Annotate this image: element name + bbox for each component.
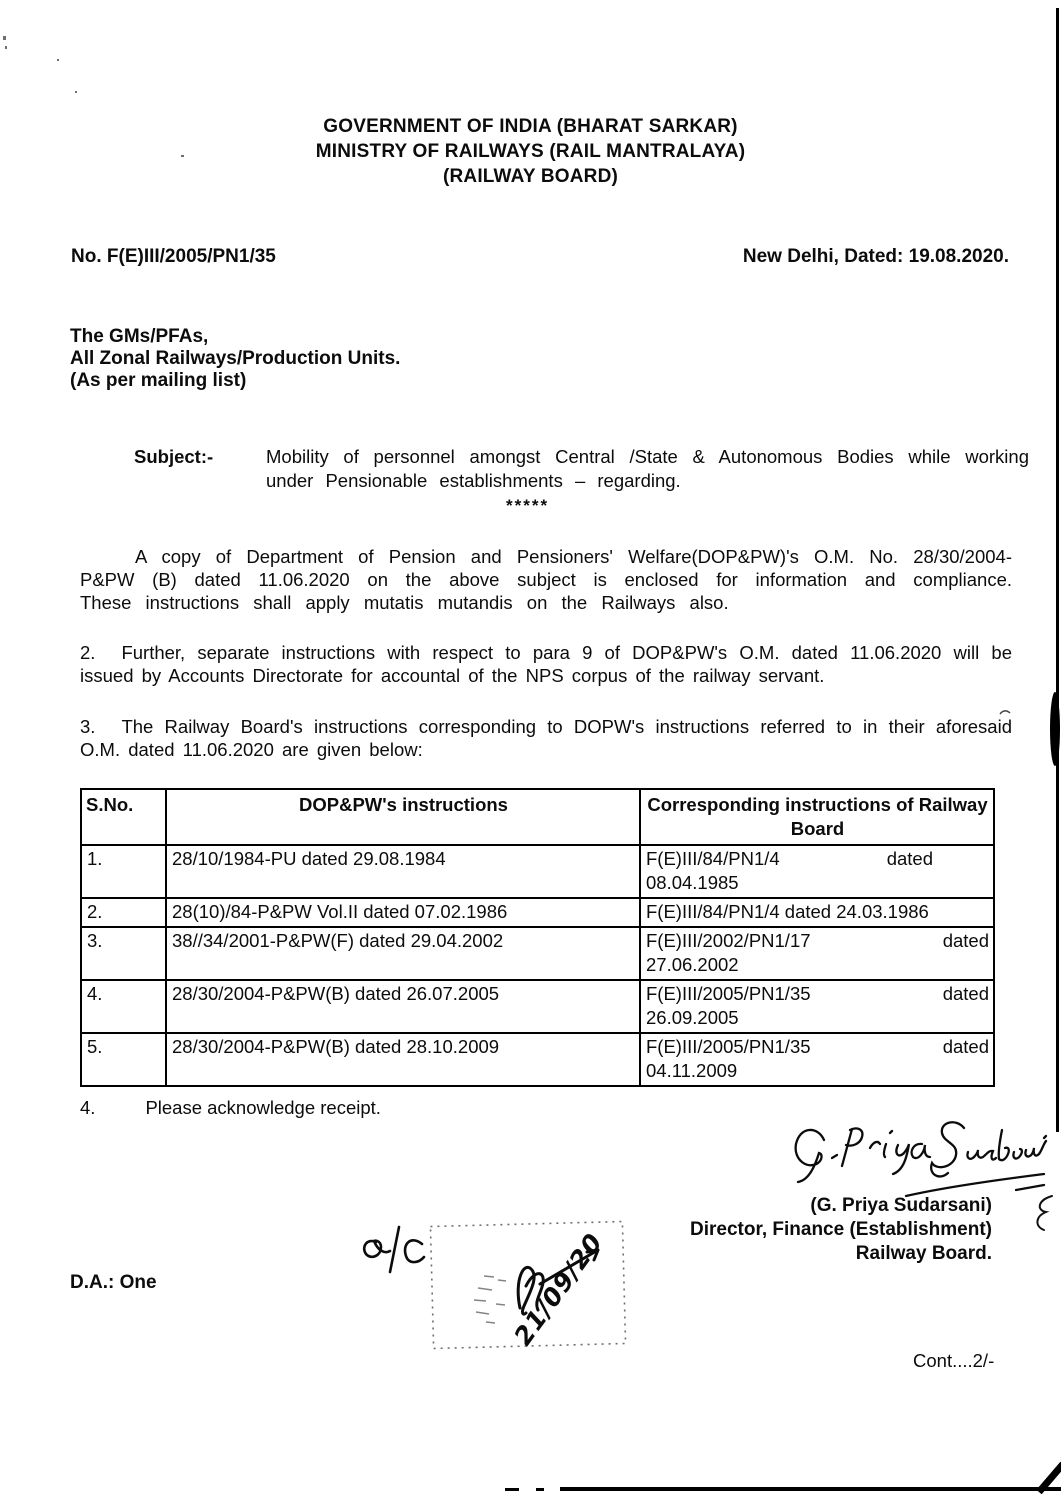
subject-text: Mobility of personnel amongst Central /State & Autonomous Bodies while working under Pensionable establishments – regarding. — [266, 446, 1029, 491]
header-railway-board: Corresponding instructions of Railway Board — [640, 789, 994, 845]
signer-title: Director, Finance (Establishment) — [690, 1219, 992, 1240]
cell-rb — [640, 1033, 994, 1086]
scan-speckle — [5, 46, 7, 49]
rb-dated: dated — [942, 1036, 989, 1057]
scan-artifact-bottom-dash — [505, 1488, 519, 1491]
scan-artifact-squiggle — [1026, 1190, 1061, 1238]
rb-date: 26.09.2005 — [646, 1007, 739, 1028]
rb-code: F(E)III/2005/PN1/35 — [646, 1036, 811, 1057]
cell-rb — [640, 927, 994, 980]
rb-date: 08.04.1985 — [646, 872, 739, 893]
rb-code: F(E)III/2002/PN1/17 — [646, 930, 811, 951]
addressee-block — [70, 326, 400, 392]
para-3-number: 3. — [80, 716, 96, 737]
stamp-date: 21/09/20 — [508, 1227, 609, 1351]
rb-code: F(E)III/2005/PN1/35 — [646, 983, 811, 1004]
letterhead-line-1: GOVERNMENT OF INDIA (BHARAT SARKAR) — [323, 116, 738, 137]
cell-rb — [640, 845, 994, 898]
reference-row — [71, 246, 1009, 268]
rb-dated: dated — [886, 848, 933, 869]
table-row — [81, 980, 994, 1033]
table-row — [81, 927, 994, 980]
subject-separator-stars: ***** — [506, 496, 550, 515]
cell-sno: 2. — [81, 898, 166, 927]
signer-org: Railway Board. — [855, 1243, 992, 1264]
scan-speckle — [181, 155, 184, 157]
para-2 — [80, 641, 1012, 687]
para-3-text: The Railway Board's instructions corresponding to DOPW's instructions referred to in their aforesaid O.M. dated 11.06.2020 are given below: — [80, 716, 1012, 760]
cell-dopw: 28/30/2004-P&PW(B) dated 28.10.2009 — [166, 1033, 640, 1086]
para-2-number: 2. — [80, 642, 96, 663]
scan-speckle — [75, 91, 77, 93]
para-4-number: 4. — [80, 1097, 96, 1118]
subject-block — [134, 445, 1029, 515]
office-stamp — [426, 1214, 644, 1360]
cell-sno: 3. — [81, 927, 166, 980]
para-1: A copy of Department of Pension and Pensioners' Welfare(DOP&PW)'s O.M. No. 28/30/2004-P&PW (B) dated 11.06.2020 on the above subject is enclosed for information and compliance. These instructions shall apply mutatis mutandis on the Railways also. — [80, 546, 1012, 613]
cell-dopw: 28(10)/84-P&PW Vol.II dated 07.02.1986 — [166, 898, 640, 927]
letterhead — [0, 114, 1061, 189]
place-date: New Delhi, Dated: 19.08.2020. — [742, 246, 1009, 267]
scan-artifact-bottom-line — [560, 1487, 1061, 1491]
scan-artifact-tick — [998, 706, 1012, 718]
table-row — [81, 845, 994, 898]
para-3 — [80, 715, 1012, 761]
rb-date: 04.11.2009 — [646, 1060, 738, 1081]
cell-dopw: 28/30/2004-P&PW(B) dated 26.07.2005 — [166, 980, 640, 1033]
scan-artifact-corner-mark — [1036, 1460, 1061, 1494]
cell-sno: 4. — [81, 980, 166, 1033]
table-header-row — [81, 789, 994, 845]
rb-date: 27.06.2002 — [646, 954, 739, 975]
cell-dopw: 28/10/1984-PU dated 29.08.1984 — [166, 845, 640, 898]
scan-artifact-right-bulge — [1050, 692, 1060, 766]
instructions-table — [80, 788, 995, 1087]
addressee-line-1: The GMs/PFAs, — [70, 326, 209, 347]
da-note: D.A.: One — [70, 1272, 157, 1293]
reference-number: No. F(E)III/2005/PN1/35 — [71, 246, 276, 267]
scan-speckle — [57, 59, 59, 61]
rb-code: F(E)III/84/PN1/4 dated 24.03.1986 — [646, 901, 929, 922]
table-row — [81, 898, 994, 927]
header-sno: S.No. — [81, 789, 166, 845]
oc-handwritten-mark — [356, 1220, 430, 1278]
table-row — [81, 1033, 994, 1086]
rb-code: F(E)III/84/PN1/4 — [646, 848, 780, 869]
header-dopw: DOP&PW's instructions — [166, 789, 640, 845]
cell-dopw: 38//34/2001-P&PW(F) dated 29.04.2002 — [166, 927, 640, 980]
stamp-faint-text — [474, 1276, 506, 1323]
cell-rb — [640, 980, 994, 1033]
addressee-line-3: (As per mailing list) — [70, 370, 247, 391]
para-4-text: Please acknowledge receipt. — [145, 1097, 381, 1118]
signer-block — [690, 1194, 992, 1266]
letterhead-line-2: MINISTRY OF RAILWAYS (RAIL MANTRALAYA) — [315, 141, 746, 162]
scan-artifact-right-edge — [1056, 8, 1059, 1132]
subject-label: Subject:- — [134, 446, 214, 467]
rb-dated: dated — [942, 930, 989, 951]
cell-rb — [640, 898, 994, 927]
signer-name: (G. Priya Sudarsani) — [810, 1195, 992, 1216]
addressee-line-2: All Zonal Railways/Production Units. — [70, 348, 401, 369]
rb-dated: dated — [942, 983, 989, 1004]
para-2-text: Further, separate instructions with respect to para 9 of DOP&PW's O.M. dated 11.06.2020 will be issued by Accounts Directorate for accountal of the NPS corpus of the railway servant. — [80, 642, 1012, 686]
letterhead-line-3: (RAILWAY BOARD) — [442, 166, 619, 187]
cell-sno: 1. — [81, 845, 166, 898]
scan-speckle — [3, 36, 6, 40]
continuation-note: Cont....2/- — [913, 1350, 995, 1371]
cell-sno: 5. — [81, 1033, 166, 1086]
scan-artifact-bottom-dash — [536, 1488, 544, 1491]
